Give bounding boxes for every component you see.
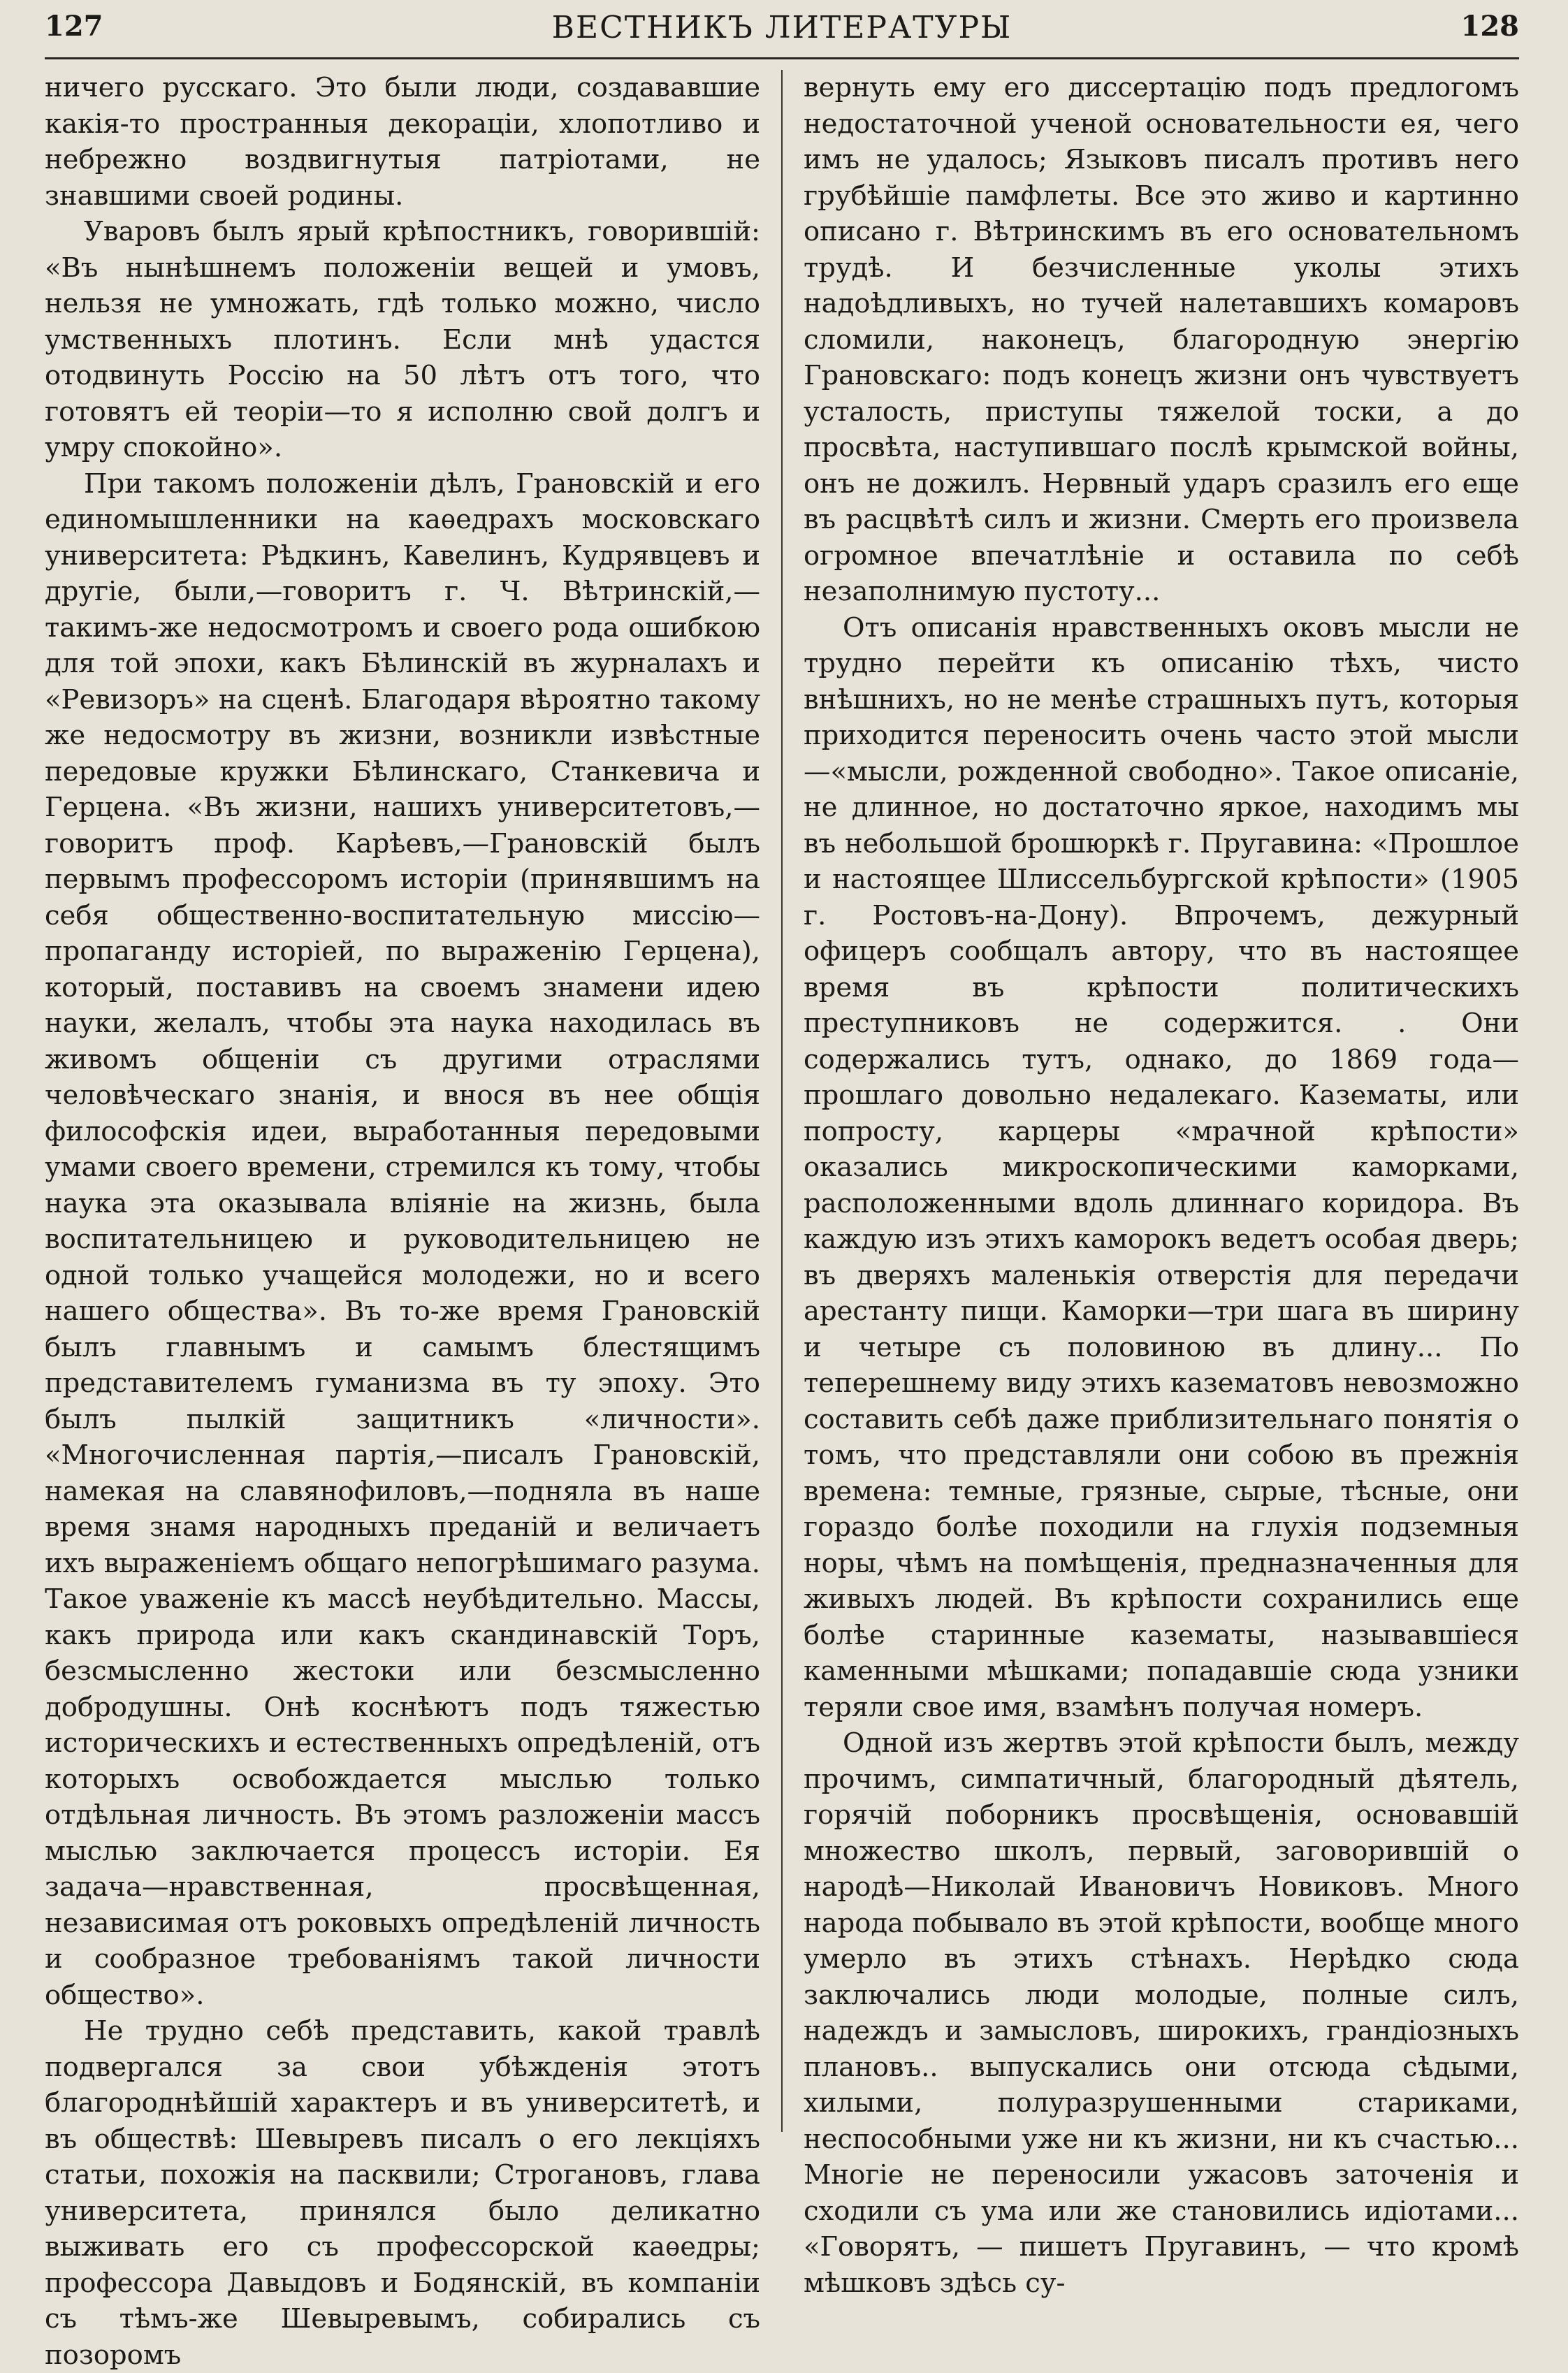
left-paragraph-3: При такомъ положеніи дѣлъ, Грановскій и его единомышленники на каѳедрахъ московскаго университета: Рѣдкинъ, Кавелинъ, Кудрявцевъ и другіе, были,—говоритъ г. Ч. Вѣтринскій,—такимъ-же недосмотромъ и своего рода ошибкою для той эпохи, какъ Бѣлинскій въ журналахъ и «Ревизоръ» на сценѣ. Благодаря вѣроятно такому же недосмотру въ жизни, возникли извѣстные передовые кружки Бѣлинскаго, Станкевича и Герцена. «Въ жизни, нашихъ университетовъ,— говоритъ проф. Карѣевъ,—Грановскій былъ первымъ профессоромъ исторіи (принявшимъ на себя общественно-воспитательную миссію—пропаганду исторіей, по выраженію Герцена), который, поставивъ на своемъ знамени идею науки, желалъ, чтобы эта наука находилась въ живомъ общеніи съ другими отраслями человѣческаго знанія, и внося въ нее общія философскія идеи, выработанныя передовыми умами своего времени, стремился къ тому, чтобы наука эта оказывала вліяніе на жизнь, была воспитательницею и руководительницею не одной только учащейся молодежи, но и всего нашего общества». Въ то-же время Грановскій былъ главнымъ и самымъ блестящимъ представителемъ гуманизма въ ту эпоху. Это былъ пылкій защитникъ «личности». «Многочисленная партія,—писалъ Грановскій, намекая на славянофиловъ,—подняла въ наше время знамя народныхъ преданій и величаетъ ихъ выраженіемъ общаго непогрѣшимаго разума. Такое уваженіе къ массѣ неубѣдительно. Массы, какъ природа или какъ скандинавскій Торъ, безсмысленно жестоки или безсмысленно добродушны. Онѣ коснѣютъ подъ тяжестью историческихъ и естественныхъ опредѣленій, отъ которыхъ освобождается мыслью только отдѣльная личность. Въ этомъ разложеніи массъ мыслью заключается процессъ исторіи. Ея задача—нравственная, просвѣщенная, независимая отъ роковыхъ опредѣленій личность и сообразное требованіямъ такой личности общество».	[45, 467, 760, 2011]
text-columns	[45, 70, 1519, 2371]
left-paragraph-4: Не трудно себѣ представить, какой травлѣ подвергался за свои убѣжденія этотъ благороднѣйшій характеръ и въ университетѣ, и въ обществѣ: Шевыревъ писалъ о его лекціяхъ статьи, похожія на пасквили; Строгановъ, глава университета, принялся было деликатно выживать его съ профессорской каѳедры; профессора Давыдовъ и Бодянскій, въ компаніи съ тѣмъ-же Шевыревымъ, собирались съ позоромъ	[45, 2015, 760, 2371]
left-column	[45, 70, 760, 2371]
right-paragraph-3: Одной изъ жертвъ этой крѣпости былъ, между прочимъ, симпатичный, благородный дѣятель, горячій поборникъ просвѣщенія, основавшій множество школъ, первый, заговорившій о народѣ—Николай Ивановичъ Новиковъ. Много народа побывало въ этой крѣпости, вообще много умерло въ этихъ стѣнахъ. Нерѣдко сюда заключались люди молодые, полные силъ, надеждъ и замысловъ, широкихъ, грандіозныхъ плановъ.. выпускались они отсюда сѣдыми, хилыми, полуразрушенными стариками, неспособными уже ни къ жизни, ни къ счастью... Многіе не переносили ужасовъ заточенія и сходили съ ума или же становились идіотами... «Говорятъ, — пишетъ Пругавинъ, — что кромѣ мѣшковъ здѣсь су-	[804, 1727, 1519, 2299]
right-paragraph-1: вернуть ему его диссертацію подъ предлогомъ недостаточной ученой основательности ея, чего имъ не удалось; Языковъ писалъ противъ него грубѣйшіе памфлеты. Все это живо и картинно описано г. Вѣтринскимъ въ его основательномъ трудѣ. И безчисленные уколы этихъ надоѣдливыхъ, но тучей налетавшихъ комаровъ сломили, наконецъ, благородную энергію Грановскаго: подъ конецъ жизни онъ чувствуетъ усталость, приступы тяжелой тоски, а до просвѣта, наступившаго послѣ крымской войны, онъ не дожилъ. Нервный ударъ сразилъ его еще въ расцвѣтѣ силъ и жизни. Смерть его произвела огромное впечатлѣніе и оставила по себѣ незаполнимую пустоту...	[804, 72, 1519, 607]
right-paragraph-2: Отъ описанія нравственныхъ оковъ мысли не трудно перейти къ описанію тѣхъ, чисто внѣшнихъ, но не менѣе страшныхъ путъ, которыя приходится переносить очень часто этой мысли—«мысли, рожденной свободно». Такое описаніе, не длинное, но достаточно яркое, находимъ мы въ небольшой брошюркѣ г. Пругавина: «Прошлое и настоящее Шлиссельбургской крѣпости» (1905 г. Ростовъ-на-Дону). Впрочемъ, дежурный офицеръ сообщалъ автору, что въ настоящее время въ крѣпости политическихъ преступниковъ не содержится. . Они содержались тутъ, однако, до 1869 года—прошлаго довольно недалекаго. Казематы, или попросту, карцеры «мрачной крѣпости» оказались микроскопическими каморками, расположенными вдоль длиннаго коридора. Въ каждую изъ этихъ каморокъ ведетъ особая дверь; въ дверяхъ маленькія отверстія для передачи арестанту пищи. Каморки—три шага въ ширину и четыре съ половиною въ длину... По теперешнему виду этихъ казематовъ невозможно составить себѣ даже приблизительнаго понятія о томъ, что представляли они собою въ прежнія времена: темные, грязные, сырые, тѣсные, они гораздо болѣе походили на глухія подземныя норы, чѣмъ на помѣщенія, предназначенныя для живыхъ людей. Въ крѣпости сохранились еще болѣе старинные казематы, называвшіеся каменными мѣшками; попадавшіе сюда узники теряли свое имя, взамѣнъ получая номеръ.	[804, 611, 1519, 1723]
journal-title: ВЕСТНИКЪ ЛИТЕРАТУРЫ	[551, 10, 1012, 45]
left-paragraph-1: ничего русскаго. Это были люди, создававшие какія-то пространныя декораціи, хлопотливо и небрежно воздвигнутыя патріотами, не знавшими своей родины.	[45, 72, 760, 212]
page-number-left: 127	[45, 10, 103, 43]
page-number-right: 128	[1460, 10, 1519, 43]
left-paragraph-2: Уваровъ былъ ярый крѣпостникъ, говорившій: «Въ нынѣшнемъ положеніи вещей и умовъ, нельзя не умножать, гдѣ только можно, число умственныхъ плотинъ. Если мнѣ удастся отодвинуть Россію на 50 лѣтъ отъ того, что готовятъ ей теоріи—то я исполню свой долгъ и умру спокойно».	[45, 216, 760, 463]
running-header	[45, 0, 1519, 59]
right-column	[781, 70, 1519, 2299]
